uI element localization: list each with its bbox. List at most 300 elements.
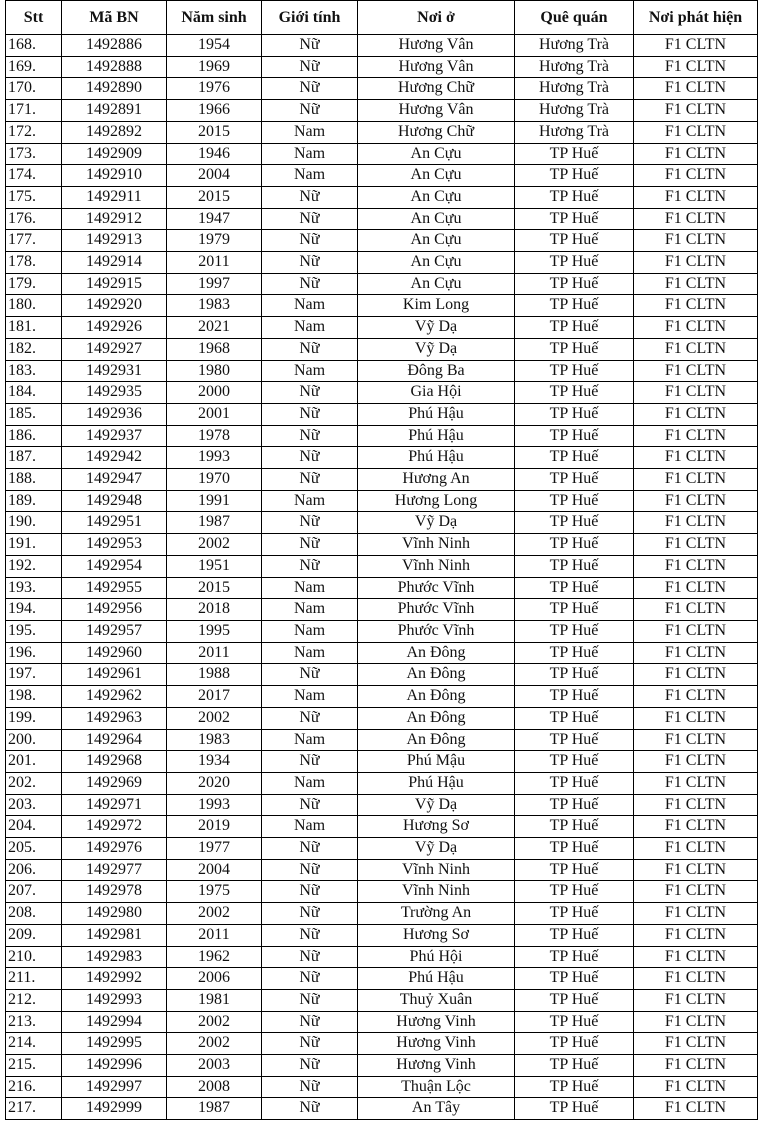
cell-stt: 215. xyxy=(6,1055,62,1077)
col-header-noi-phat-hien xyxy=(634,1,758,35)
cell-nam-sinh: 1975 xyxy=(167,881,262,903)
cell-noi-phat-hien: F1 CLTN xyxy=(634,56,758,78)
cell-gioi-tinh: Nam xyxy=(262,620,358,642)
table-row xyxy=(6,208,758,230)
cell-que-quan: TP Huế xyxy=(515,924,634,946)
cell-ma-bn: 1492886 xyxy=(62,35,167,57)
cell-gioi-tinh: Nữ xyxy=(262,1011,358,1033)
cell-noi-o: Hương Vân xyxy=(358,100,515,122)
cell-stt: 211. xyxy=(6,968,62,990)
cell-noi-phat-hien: F1 CLTN xyxy=(634,186,758,208)
table-row xyxy=(6,317,758,339)
cell-gioi-tinh: Nữ xyxy=(262,794,358,816)
cell-noi-o: An Cựu xyxy=(358,186,515,208)
cell-noi-o: An Đông xyxy=(358,686,515,708)
cell-ma-bn: 1492977 xyxy=(62,859,167,881)
table-row xyxy=(6,165,758,187)
cell-ma-bn: 1492980 xyxy=(62,903,167,925)
table-row xyxy=(6,816,758,838)
cell-stt: 216. xyxy=(6,1076,62,1098)
cell-noi-o: Trường An xyxy=(358,903,515,925)
cell-noi-phat-hien: F1 CLTN xyxy=(634,577,758,599)
cell-noi-phat-hien: F1 CLTN xyxy=(634,946,758,968)
cell-nam-sinh: 1954 xyxy=(167,35,262,57)
cell-noi-phat-hien: F1 CLTN xyxy=(634,534,758,556)
cell-ma-bn: 1492992 xyxy=(62,968,167,990)
cell-que-quan: TP Huế xyxy=(515,425,634,447)
cell-que-quan: TP Huế xyxy=(515,1076,634,1098)
table-row xyxy=(6,751,758,773)
cell-ma-bn: 1492960 xyxy=(62,642,167,664)
cell-gioi-tinh: Nam xyxy=(262,577,358,599)
table-row xyxy=(6,252,758,274)
table-row xyxy=(6,838,758,860)
cell-stt: 184. xyxy=(6,382,62,404)
cell-ma-bn: 1492972 xyxy=(62,816,167,838)
table-body xyxy=(6,35,758,1120)
cell-noi-o: An Cựu xyxy=(358,165,515,187)
cell-ma-bn: 1492981 xyxy=(62,924,167,946)
table-row xyxy=(6,642,758,664)
table-row xyxy=(6,729,758,751)
cell-gioi-tinh: Nam xyxy=(262,599,358,621)
col-header-que-quan: Quê quán xyxy=(515,1,634,35)
cell-nam-sinh: 2000 xyxy=(167,382,262,404)
cell-nam-sinh: 2021 xyxy=(167,317,262,339)
cell-que-quan: TP Huế xyxy=(515,469,634,491)
cell-que-quan: Hương Trà xyxy=(515,35,634,57)
table-row xyxy=(6,490,758,512)
cell-gioi-tinh: Nam xyxy=(262,686,358,708)
cell-nam-sinh: 1993 xyxy=(167,794,262,816)
cell-noi-o: Thuỷ Xuân xyxy=(358,989,515,1011)
table-row xyxy=(6,772,758,794)
cell-gioi-tinh: Nam xyxy=(262,360,358,382)
cell-gioi-tinh: Nam xyxy=(262,165,358,187)
cell-noi-o: Vĩnh Ninh xyxy=(358,555,515,577)
table-row xyxy=(6,121,758,143)
cell-ma-bn: 1492920 xyxy=(62,295,167,317)
table-row xyxy=(6,989,758,1011)
cell-que-quan: TP Huế xyxy=(515,620,634,642)
cell-noi-o: An Đông xyxy=(358,664,515,686)
cell-ma-bn: 1492971 xyxy=(62,794,167,816)
cell-stt: 190. xyxy=(6,512,62,534)
col-header-noi-phat-hien-label: Nơi phát hiện xyxy=(648,9,743,26)
cell-stt: 169. xyxy=(6,56,62,78)
cell-que-quan: TP Huế xyxy=(515,252,634,274)
cell-que-quan: Hương Trà xyxy=(515,78,634,100)
cell-que-quan: TP Huế xyxy=(515,751,634,773)
cell-nam-sinh: 2019 xyxy=(167,816,262,838)
cell-ma-bn: 1492942 xyxy=(62,447,167,469)
cell-noi-phat-hien: F1 CLTN xyxy=(634,490,758,512)
cell-gioi-tinh: Nữ xyxy=(262,447,358,469)
cell-nam-sinh: 2002 xyxy=(167,534,262,556)
cell-gioi-tinh: Nữ xyxy=(262,230,358,252)
cell-noi-phat-hien: F1 CLTN xyxy=(634,620,758,642)
cell-noi-o: An Cựu xyxy=(358,208,515,230)
cell-que-quan: TP Huế xyxy=(515,186,634,208)
cell-que-quan: TP Huế xyxy=(515,903,634,925)
cell-ma-bn: 1492935 xyxy=(62,382,167,404)
cell-que-quan: Hương Trà xyxy=(515,56,634,78)
cell-nam-sinh: 1969 xyxy=(167,56,262,78)
cell-nam-sinh: 2020 xyxy=(167,772,262,794)
cell-noi-o: Hương Chữ xyxy=(358,121,515,143)
cell-gioi-tinh: Nam xyxy=(262,143,358,165)
cell-stt: 208. xyxy=(6,903,62,925)
cell-nam-sinh: 2011 xyxy=(167,924,262,946)
cell-que-quan: Hương Trà xyxy=(515,100,634,122)
cell-noi-phat-hien: F1 CLTN xyxy=(634,273,758,295)
cell-ma-bn: 1492926 xyxy=(62,317,167,339)
cell-ma-bn: 1492888 xyxy=(62,56,167,78)
cell-ma-bn: 1492891 xyxy=(62,100,167,122)
cell-noi-phat-hien: F1 CLTN xyxy=(634,881,758,903)
table-row xyxy=(6,230,758,252)
table-row xyxy=(6,881,758,903)
cell-stt: 213. xyxy=(6,1011,62,1033)
cell-noi-o: Phước Vĩnh xyxy=(358,577,515,599)
cell-stt: 176. xyxy=(6,208,62,230)
cell-nam-sinh: 2004 xyxy=(167,859,262,881)
cell-que-quan: TP Huế xyxy=(515,338,634,360)
cell-noi-phat-hien: F1 CLTN xyxy=(634,165,758,187)
cell-gioi-tinh: Nữ xyxy=(262,924,358,946)
cell-noi-o: Hương An xyxy=(358,469,515,491)
cell-noi-phat-hien: F1 CLTN xyxy=(634,859,758,881)
cell-gioi-tinh: Nữ xyxy=(262,382,358,404)
cell-que-quan: TP Huế xyxy=(515,208,634,230)
cell-noi-o: Hương Vân xyxy=(358,56,515,78)
cell-gioi-tinh: Nam xyxy=(262,642,358,664)
cell-noi-o: Kim Long xyxy=(358,295,515,317)
cell-stt: 199. xyxy=(6,707,62,729)
cell-nam-sinh: 2015 xyxy=(167,577,262,599)
cell-que-quan: TP Huế xyxy=(515,794,634,816)
table-row xyxy=(6,707,758,729)
cell-gioi-tinh: Nữ xyxy=(262,56,358,78)
cell-nam-sinh: 2001 xyxy=(167,403,262,425)
cell-nam-sinh: 1991 xyxy=(167,490,262,512)
cell-ma-bn: 1492954 xyxy=(62,555,167,577)
cell-stt: 212. xyxy=(6,989,62,1011)
cell-nam-sinh: 1968 xyxy=(167,338,262,360)
cell-noi-o: Phú Hậu xyxy=(358,968,515,990)
cell-noi-o: An Đông xyxy=(358,642,515,664)
cell-noi-o: An Tây xyxy=(358,1098,515,1120)
cell-noi-o: Hương Chữ xyxy=(358,78,515,100)
cell-nam-sinh: 2004 xyxy=(167,165,262,187)
cell-que-quan: TP Huế xyxy=(515,816,634,838)
cell-nam-sinh: 2015 xyxy=(167,121,262,143)
cell-gioi-tinh: Nữ xyxy=(262,1076,358,1098)
table-row xyxy=(6,360,758,382)
cell-nam-sinh: 1979 xyxy=(167,230,262,252)
col-header-nam-sinh: Năm sinh xyxy=(167,1,262,35)
cell-noi-phat-hien: F1 CLTN xyxy=(634,707,758,729)
table-row xyxy=(6,1098,758,1120)
cell-noi-o: Phú Hậu xyxy=(358,403,515,425)
cell-noi-phat-hien: F1 CLTN xyxy=(634,772,758,794)
cell-noi-o: An Cựu xyxy=(358,143,515,165)
cell-gioi-tinh: Nữ xyxy=(262,512,358,534)
cell-noi-o: Vĩnh Ninh xyxy=(358,534,515,556)
table-row xyxy=(6,447,758,469)
cell-gioi-tinh: Nữ xyxy=(262,208,358,230)
cell-noi-phat-hien: F1 CLTN xyxy=(634,143,758,165)
cell-nam-sinh: 1978 xyxy=(167,425,262,447)
table-row xyxy=(6,100,758,122)
cell-ma-bn: 1492964 xyxy=(62,729,167,751)
cell-nam-sinh: 2002 xyxy=(167,707,262,729)
cell-ma-bn: 1492995 xyxy=(62,1033,167,1055)
cell-gioi-tinh: Nữ xyxy=(262,35,358,57)
cell-que-quan: TP Huế xyxy=(515,642,634,664)
cell-noi-o: Phú Hội xyxy=(358,946,515,968)
cell-noi-o: Hương Vân xyxy=(358,35,515,57)
cell-gioi-tinh: Nam xyxy=(262,490,358,512)
cell-nam-sinh: 1983 xyxy=(167,295,262,317)
cell-noi-o: Hương Vinh xyxy=(358,1055,515,1077)
cell-ma-bn: 1492892 xyxy=(62,121,167,143)
cell-gioi-tinh: Nữ xyxy=(262,186,358,208)
cell-que-quan: TP Huế xyxy=(515,838,634,860)
cell-stt: 193. xyxy=(6,577,62,599)
cell-noi-phat-hien: F1 CLTN xyxy=(634,989,758,1011)
cell-stt: 187. xyxy=(6,447,62,469)
cell-nam-sinh: 1947 xyxy=(167,208,262,230)
cell-gioi-tinh: Nữ xyxy=(262,838,358,860)
cell-noi-phat-hien: F1 CLTN xyxy=(634,1033,758,1055)
table-row xyxy=(6,143,758,165)
cell-nam-sinh: 2008 xyxy=(167,1076,262,1098)
cell-stt: 172. xyxy=(6,121,62,143)
table-row xyxy=(6,903,758,925)
cell-que-quan: TP Huế xyxy=(515,664,634,686)
table-row xyxy=(6,968,758,990)
table-row xyxy=(6,512,758,534)
cell-stt: 185. xyxy=(6,403,62,425)
cell-ma-bn: 1492914 xyxy=(62,252,167,274)
cell-ma-bn: 1492913 xyxy=(62,230,167,252)
cell-nam-sinh: 1995 xyxy=(167,620,262,642)
table-row xyxy=(6,186,758,208)
cell-ma-bn: 1492890 xyxy=(62,78,167,100)
table-row xyxy=(6,425,758,447)
cell-gioi-tinh: Nữ xyxy=(262,534,358,556)
table-row xyxy=(6,1055,758,1077)
cell-nam-sinh: 1946 xyxy=(167,143,262,165)
cell-noi-phat-hien: F1 CLTN xyxy=(634,100,758,122)
cell-nam-sinh: 1987 xyxy=(167,1098,262,1120)
cell-que-quan: TP Huế xyxy=(515,1055,634,1077)
table-row xyxy=(6,534,758,556)
table-row xyxy=(6,946,758,968)
cell-ma-bn: 1492927 xyxy=(62,338,167,360)
cell-noi-phat-hien: F1 CLTN xyxy=(634,903,758,925)
cell-noi-o: Phú Hậu xyxy=(358,425,515,447)
cell-nam-sinh: 1951 xyxy=(167,555,262,577)
cell-noi-phat-hien: F1 CLTN xyxy=(634,208,758,230)
cell-que-quan: TP Huế xyxy=(515,143,634,165)
cell-que-quan: TP Huế xyxy=(515,273,634,295)
cell-que-quan: TP Huế xyxy=(515,968,634,990)
cell-stt: 209. xyxy=(6,924,62,946)
cell-ma-bn: 1492993 xyxy=(62,989,167,1011)
cell-nam-sinh: 1970 xyxy=(167,469,262,491)
cell-stt: 182. xyxy=(6,338,62,360)
cell-ma-bn: 1492996 xyxy=(62,1055,167,1077)
cell-ma-bn: 1492955 xyxy=(62,577,167,599)
cell-gioi-tinh: Nữ xyxy=(262,555,358,577)
cell-gioi-tinh: Nữ xyxy=(262,859,358,881)
table-row xyxy=(6,859,758,881)
cell-gioi-tinh: Nữ xyxy=(262,1055,358,1077)
cell-noi-o: Phước Vĩnh xyxy=(358,620,515,642)
cell-stt: 168. xyxy=(6,35,62,57)
cell-stt: 210. xyxy=(6,946,62,968)
cell-ma-bn: 1492947 xyxy=(62,469,167,491)
cell-stt: 180. xyxy=(6,295,62,317)
cell-gioi-tinh: Nữ xyxy=(262,989,358,1011)
cell-que-quan: TP Huế xyxy=(515,946,634,968)
table-row xyxy=(6,620,758,642)
cell-gioi-tinh: Nữ xyxy=(262,968,358,990)
cell-nam-sinh: 2002 xyxy=(167,1011,262,1033)
cell-noi-phat-hien: F1 CLTN xyxy=(634,1011,758,1033)
cell-noi-phat-hien: F1 CLTN xyxy=(634,338,758,360)
table-row xyxy=(6,469,758,491)
cell-que-quan: TP Huế xyxy=(515,707,634,729)
cell-nam-sinh: 1977 xyxy=(167,838,262,860)
cell-ma-bn: 1492961 xyxy=(62,664,167,686)
cell-noi-o: Hương Long xyxy=(358,490,515,512)
cell-noi-phat-hien: F1 CLTN xyxy=(634,729,758,751)
cell-noi-o: Hương Vinh xyxy=(358,1033,515,1055)
cell-noi-phat-hien: F1 CLTN xyxy=(634,360,758,382)
cell-stt: 195. xyxy=(6,620,62,642)
cell-noi-phat-hien: F1 CLTN xyxy=(634,1098,758,1120)
table-row xyxy=(6,1033,758,1055)
cell-noi-phat-hien: F1 CLTN xyxy=(634,751,758,773)
cell-stt: 188. xyxy=(6,469,62,491)
cell-que-quan: TP Huế xyxy=(515,447,634,469)
cell-noi-phat-hien: F1 CLTN xyxy=(634,794,758,816)
cell-que-quan: Hương Trà xyxy=(515,121,634,143)
cell-ma-bn: 1492994 xyxy=(62,1011,167,1033)
cell-gioi-tinh: Nam xyxy=(262,816,358,838)
cell-ma-bn: 1492976 xyxy=(62,838,167,860)
cell-stt: 186. xyxy=(6,425,62,447)
cell-gioi-tinh: Nữ xyxy=(262,78,358,100)
cell-noi-phat-hien: F1 CLTN xyxy=(634,838,758,860)
cell-que-quan: TP Huế xyxy=(515,360,634,382)
cell-noi-phat-hien: F1 CLTN xyxy=(634,295,758,317)
cell-que-quan: TP Huế xyxy=(515,512,634,534)
cell-nam-sinh: 2002 xyxy=(167,903,262,925)
cell-gioi-tinh: Nữ xyxy=(262,881,358,903)
cell-noi-phat-hien: F1 CLTN xyxy=(634,121,758,143)
cell-stt: 174. xyxy=(6,165,62,187)
cell-nam-sinh: 2017 xyxy=(167,686,262,708)
cell-gioi-tinh: Nam xyxy=(262,121,358,143)
cell-noi-o: Phú Hậu xyxy=(358,447,515,469)
cell-ma-bn: 1492957 xyxy=(62,620,167,642)
cell-gioi-tinh: Nữ xyxy=(262,425,358,447)
cell-gioi-tinh: Nam xyxy=(262,317,358,339)
cell-nam-sinh: 2006 xyxy=(167,968,262,990)
cell-stt: 214. xyxy=(6,1033,62,1055)
cell-ma-bn: 1492936 xyxy=(62,403,167,425)
cell-gioi-tinh: Nam xyxy=(262,729,358,751)
cell-noi-phat-hien: F1 CLTN xyxy=(634,447,758,469)
cell-stt: 192. xyxy=(6,555,62,577)
cell-ma-bn: 1492978 xyxy=(62,881,167,903)
cell-que-quan: TP Huế xyxy=(515,230,634,252)
table-row xyxy=(6,78,758,100)
cell-que-quan: TP Huế xyxy=(515,555,634,577)
cell-ma-bn: 1492909 xyxy=(62,143,167,165)
cell-noi-o: Hương Sơ xyxy=(358,924,515,946)
table-row xyxy=(6,664,758,686)
cell-noi-o: Vỹ Dạ xyxy=(358,338,515,360)
cell-gioi-tinh: Nữ xyxy=(262,1033,358,1055)
cell-noi-o: Thuận Lộc xyxy=(358,1076,515,1098)
cell-noi-o: An Đông xyxy=(358,707,515,729)
cell-stt: 194. xyxy=(6,599,62,621)
cell-gioi-tinh: Nữ xyxy=(262,273,358,295)
header-row xyxy=(6,1,758,35)
cell-nam-sinh: 1976 xyxy=(167,78,262,100)
cell-gioi-tinh: Nữ xyxy=(262,707,358,729)
cell-noi-phat-hien: F1 CLTN xyxy=(634,403,758,425)
cell-stt: 177. xyxy=(6,230,62,252)
cell-noi-phat-hien: F1 CLTN xyxy=(634,512,758,534)
cell-noi-o: Vỹ Dạ xyxy=(358,794,515,816)
table-row xyxy=(6,273,758,295)
cell-ma-bn: 1492915 xyxy=(62,273,167,295)
cell-noi-phat-hien: F1 CLTN xyxy=(634,469,758,491)
cell-stt: 189. xyxy=(6,490,62,512)
cell-ma-bn: 1492931 xyxy=(62,360,167,382)
cell-ma-bn: 1492951 xyxy=(62,512,167,534)
cell-noi-phat-hien: F1 CLTN xyxy=(634,968,758,990)
cell-ma-bn: 1492953 xyxy=(62,534,167,556)
cell-stt: 205. xyxy=(6,838,62,860)
cell-que-quan: TP Huế xyxy=(515,382,634,404)
cell-stt: 171. xyxy=(6,100,62,122)
cell-que-quan: TP Huế xyxy=(515,989,634,1011)
table-row xyxy=(6,382,758,404)
table-row xyxy=(6,599,758,621)
cell-stt: 179. xyxy=(6,273,62,295)
cell-noi-phat-hien: F1 CLTN xyxy=(634,78,758,100)
cell-que-quan: TP Huế xyxy=(515,686,634,708)
cell-ma-bn: 1492997 xyxy=(62,1076,167,1098)
cell-que-quan: TP Huế xyxy=(515,772,634,794)
cell-stt: 200. xyxy=(6,729,62,751)
cell-gioi-tinh: Nữ xyxy=(262,403,358,425)
cell-que-quan: TP Huế xyxy=(515,1011,634,1033)
cell-ma-bn: 1492963 xyxy=(62,707,167,729)
cell-gioi-tinh: Nữ xyxy=(262,100,358,122)
cell-nam-sinh: 2002 xyxy=(167,1033,262,1055)
cell-gioi-tinh: Nữ xyxy=(262,751,358,773)
cell-gioi-tinh: Nam xyxy=(262,295,358,317)
table-row xyxy=(6,794,758,816)
